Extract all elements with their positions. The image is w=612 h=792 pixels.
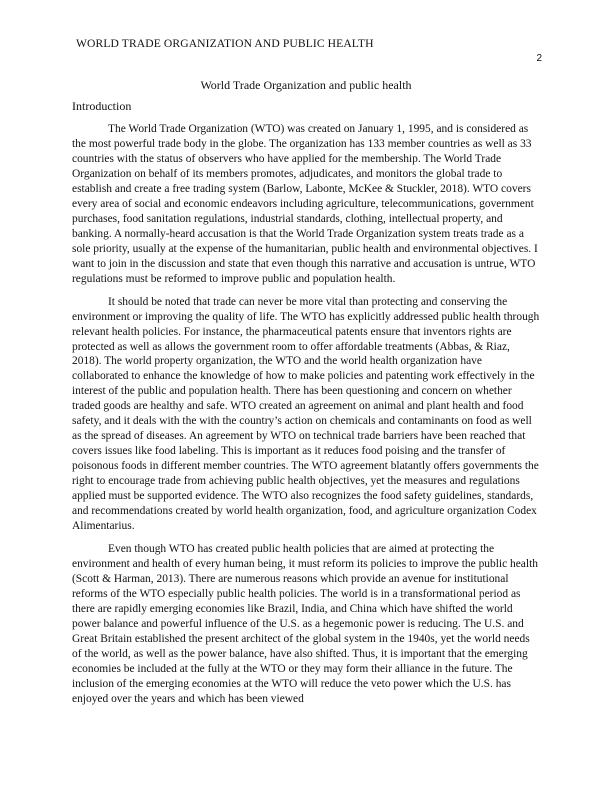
document-title: World Trade Organization and public health: [200, 78, 412, 92]
body-paragraph: It should be noted that trade can never be more vital than protecting and conserving the environment or improving the quality of life. The WTO has explicitly addressed public health through relevant health policies. For instance, the pharmaceutical patents ensure that inventors rights are protected as well as allows the government room to offer affordable treatments (Abbas, & Riaz, 2018). The world property organization, the WTO and the world health organization have collaborated to enhance the knowledge of how to make policies and patenting work effectively in the interest of the public and population health. There has been questioning and concern on whether traded goods are healthy and safe. WTO created an agreement on animal and plant health and food safety, and it deals with the with the country’s action on chemicals and contaminants on food as well as the spread of diseases. An agreement by WTO on technical trade barriers have been reached that covers issues like food labeling. This is important as it reduces food poising and the transfer of poisonous foods in different member countries. The WTO agreement blatantly offers governments the right to encourage trade from achieving public health objectives, yet the measures and regulations applied must be supported evidence. The WTO also recognizes the food safety guidelines, standards, and recommendations created by world health organization, food, and agriculture organization Codex Alimentarius.: [72, 295, 540, 532]
running-head: WORLD TRADE ORGANIZATION AND PUBLIC HEALTH: [76, 37, 374, 50]
body-paragraph: The World Trade Organization (WTO) was created on January 1, 1995, and is considered as the most powerful trade body in the globe. The organization has 133 member countries as well as 33 countries with the status of observers who have applied for the membership. The World Trade Organization on behalf of its members promotes, adjudicates, and monitors the global trade to establish and create a free trading system (Barlow, Labonte, McKee & Stuckler, 2018). WTO covers every area of social and economic endeavors including agriculture, telecommunications, government purchases, food sanitation regulations, industrial standards, clothing, intellectual property, and banking. A normally-heard accusation is that the World Trade Organization system treats trade as a sole priority, usually at the expense of the humanitarian, public health and environmental objectives. I want to join in the discussion and state that even though this narrative and accusation is untrue, WTO regulations must be reformed to improve public and population health.: [72, 123, 538, 285]
section-heading: Introduction: [72, 99, 132, 113]
body-paragraph: Even though WTO has created public health policies that are aimed at protecting the environment and health of every human being, it must reform its policies to improve the public health (Scott & Harman, 2013). There are numerous reasons which provide an avenue for institutional reforms of the WTO especially public health policies. The world is in a transformational period as there are rapidly emerging economies like Brazil, India, and China which have shifted the world power balance and powerful influence of the U.S. as a hegemonic power is reducing. The U.S. and Great Britain established the present architect of the global system in the 1940s, yet the world needs of the world, as well as the power balance, have also shifted. Thus, it is important that the emerging economies be included at the fully at the WTO or they may form their alliance in the future. The inclusion of the emerging economies at the WTO will reduce the veto power which the U.S. has enjoyed over the years and which has been viewed: [72, 543, 538, 705]
page-number: 2: [536, 53, 542, 64]
document-body: [72, 122, 540, 715]
